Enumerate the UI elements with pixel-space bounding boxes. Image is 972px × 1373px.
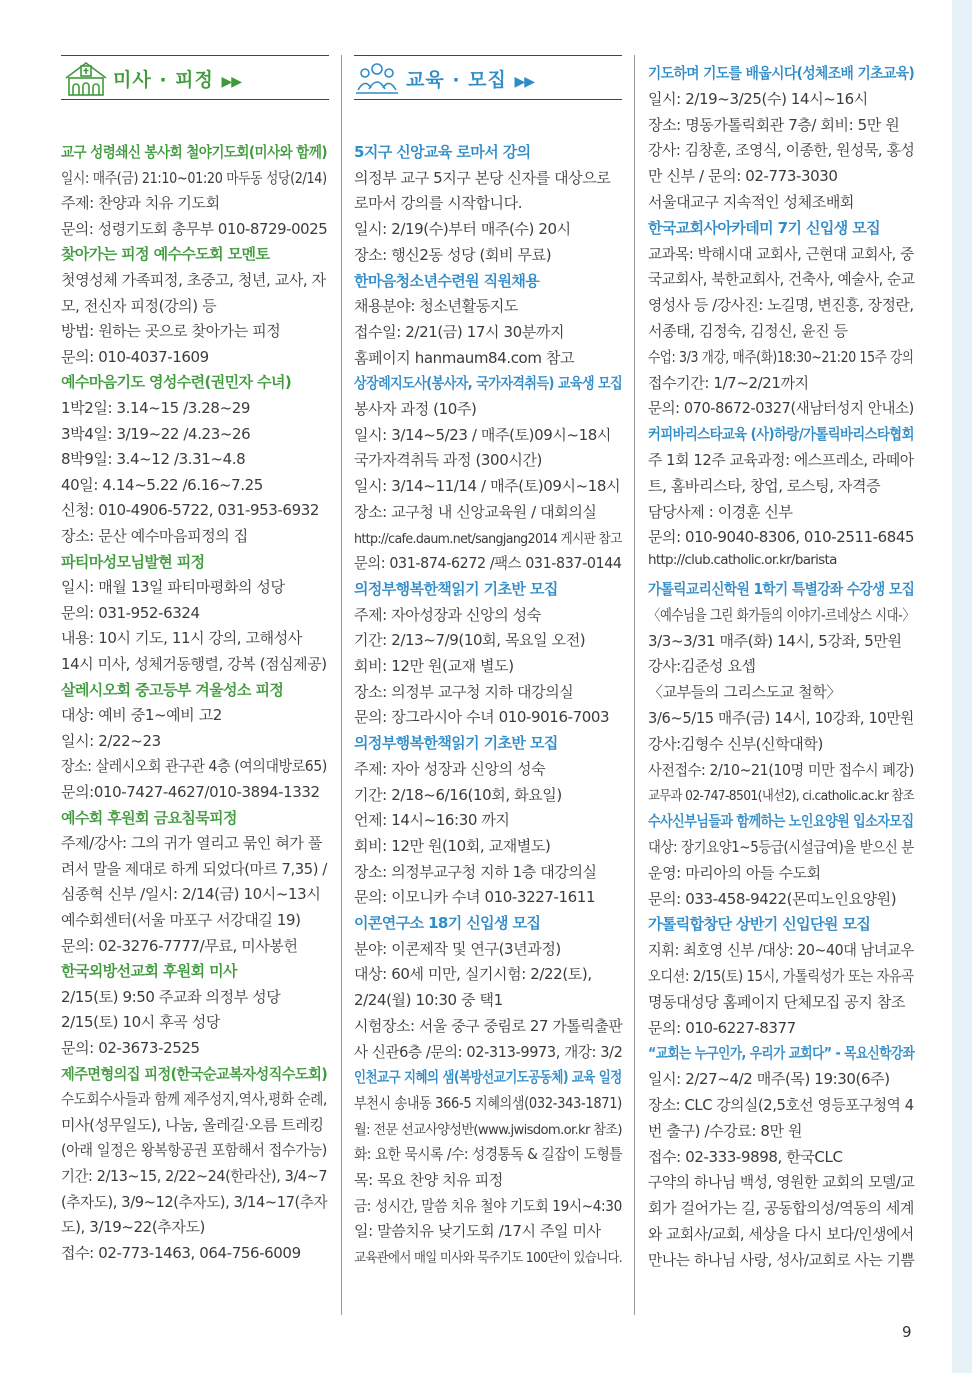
item-line: 국교회사, 북한교회사, 건축사, 예술사, 순교 bbox=[648, 270, 915, 288]
item-line: (추자도), 3/9~12(추자도), 3/14~17(추자 bbox=[61, 1193, 328, 1211]
item-title: 기도하며 기도를 배웁시다(성체조배 기초교육) bbox=[648, 64, 915, 82]
item-line: 일: 말씀치유 낮기도회 /17시 주일 미사 bbox=[354, 1222, 601, 1240]
item-line: 첫영성체 가족피정, 초중고, 청년, 교사, 자 bbox=[61, 271, 326, 289]
item-line: 2/15(토) 9:50 주교좌 의정부 성당 bbox=[61, 988, 281, 1006]
item-line: 금: 성시간, 말씀 치유 철야 기도회 19시~4:30 bbox=[354, 1197, 622, 1215]
item-line: 문의: 장그라시아 수녀 010-9016-7003 bbox=[354, 708, 610, 726]
item-line: 주제: 자아 성장과 신앙의 성숙 bbox=[354, 760, 546, 778]
item-line: 일시: 매주(금) 21:10~01:20 마두동 성당(2/14) bbox=[61, 169, 327, 187]
church-icon bbox=[63, 59, 109, 97]
section-title-education: 교육 · 모집 bbox=[406, 69, 507, 91]
item-line: 국가자격취득 과정 (300시간) bbox=[354, 451, 542, 469]
item-title: 파티마성모님발현 피정 bbox=[61, 553, 205, 571]
item-line: 문의: 이모니카 수녀 010-3227-1611 bbox=[354, 888, 596, 906]
item-line: 일시: 3/14~5/23 / 매주(토)09시~18시 bbox=[354, 426, 612, 444]
item-line: 주제: 자아성장과 신앙의 성숙 bbox=[354, 606, 541, 624]
item-line: 강사:김준성 요셉 bbox=[648, 657, 756, 675]
item-title: 교구 성령쇄신 봉사회 철야기도회(미사와 함께) bbox=[61, 143, 328, 161]
item-line: 화: 요한 묵시록 /수: 성경통독 & 길잡이 도형틀 bbox=[354, 1145, 623, 1163]
item-line: 문의: 010-6227-8377 bbox=[648, 1019, 796, 1037]
item-line: 주제: 찬양과 치유 기도회 bbox=[61, 194, 220, 212]
item-line: 운영: 마리아의 아들 수도회 bbox=[648, 864, 821, 882]
item-title: 한국외방선교회 후원회 미사 bbox=[61, 962, 237, 980]
item-line: 수도회수사들과 함께 제주성지,역사,평화 순례, bbox=[61, 1090, 327, 1108]
item-title: 예수마음기도 영성수련(권민자 수녀) bbox=[61, 373, 292, 391]
item-title: 의정부행복한책읽기 기초반 모집 bbox=[354, 734, 558, 752]
item-line: 미사(성무일도), 나눔, 올레길·오름 트레킹 bbox=[61, 1116, 324, 1134]
item-line: 트, 홈바리스타, 창업, 로스팅, 자격증 bbox=[648, 477, 881, 495]
item-title: 한국교회사아카데미 7기 신입생 모집 bbox=[648, 219, 881, 237]
item-line: 기간: 2/13~7/9(10회, 목요일 오전) bbox=[354, 631, 586, 649]
item-line: 회비: 12만 원(10회, 교재별도) bbox=[354, 837, 551, 855]
item-line: 문의: 070-8672-0327(새남터성지 안내소) bbox=[648, 399, 914, 417]
item-title: 가톨릭합창단 상반기 신입단원 모집 bbox=[648, 915, 871, 933]
item-line: 일시: 2/19(수)부터 매주(수) 20시 bbox=[354, 220, 571, 238]
item-line: 문의: 010-4037-1609 bbox=[61, 348, 209, 366]
item-title: 커피바리스타교육 (사)하랑/가톨릭바리스타협회 bbox=[648, 425, 914, 443]
item-line: 3/3~3/31 매주(화) 14시, 5강좌, 5만원 bbox=[648, 632, 902, 650]
item-line: 만나는 하나님 사랑, 성사/교회로 사는 기쁨 bbox=[648, 1251, 915, 1269]
item-line: 〈교부들의 그리스도교 철학〉 bbox=[648, 683, 841, 701]
item-line: 도), 3/19~22(추자도) bbox=[61, 1218, 205, 1236]
item-line: 예수회센터(서울 마포구 서강대길 19) bbox=[61, 911, 301, 929]
item-line: 문의: 성령기도회 총무부 010-8729-0025 bbox=[61, 220, 328, 238]
item-line: 봉사자 과정 (10주) bbox=[354, 400, 477, 418]
item-line: 영성사 등 /강사진: 노길명, 변진흥, 장정란, bbox=[648, 296, 914, 314]
item-line: 40일: 4.14~5.22 /6.16~7.25 bbox=[61, 476, 263, 494]
item-line: 명동대성당 홈페이지 단체모집 공지 참조 bbox=[648, 993, 906, 1011]
item-line: 홈페이지 hanmaum84.com 참고 bbox=[354, 349, 575, 367]
item-line: 부천시 송내동 366-5 지혜의샘(032-343-1871) bbox=[354, 1094, 622, 1112]
item-line: 채용분야: 청소년활동지도 bbox=[354, 297, 519, 315]
item-line: 주 1회 12주 교육과정: 에스프레소, 라떼아 bbox=[648, 451, 914, 469]
item-line: 회가 걸어가는 길, 공동합의성/역동의 세계 bbox=[648, 1199, 915, 1217]
item-line: 문의: 010-9040-8306, 010-2511-6845 bbox=[648, 528, 915, 546]
item-line: 사전접수: 2/10~21(10명 미만 접수시 폐강) bbox=[648, 761, 914, 779]
item-line: (아래 일정은 왕복항공권 포함해서 접수가능) bbox=[61, 1141, 327, 1159]
item-line: 장소: CLC 강의실(2,5호선 영등포구청역 4 bbox=[648, 1096, 914, 1114]
item-line: 장소: 행신2동 성당 (회비 무료) bbox=[354, 246, 552, 264]
item-line: 모, 전신자 피정(강의) 등 bbox=[61, 297, 217, 315]
item-line: 내용: 10시 기도, 11시 강의, 고해성사 bbox=[61, 629, 302, 647]
item-line: 번 출구) /수강료: 8만 원 bbox=[648, 1122, 803, 1140]
item-line: 문의: 031-874-6272 /팩스 031-837-0144 bbox=[354, 554, 622, 572]
item-title: 5지구 신앙교육 로마서 강의 bbox=[354, 143, 531, 161]
item-line: 로마서 강의를 시작합니다. bbox=[354, 194, 523, 212]
item-line: 월: 전문 선교사양성반(www.jwisdom.or.kr 참조) bbox=[354, 1122, 622, 1138]
item-line: 서울대교구 지속적인 성체조배회 bbox=[648, 193, 854, 211]
item-line: 문의: 02-3673-2525 bbox=[61, 1039, 200, 1057]
item-title: 인천교구 지혜의 샘(복방선교기도공동체) 교육 일정 bbox=[354, 1068, 622, 1086]
item-title: 상장례지도사(봉사자, 국가자격취득) 교육생 모집 bbox=[354, 374, 623, 392]
item-title: 이콘연구소 18기 신입생 모집 bbox=[354, 914, 541, 932]
item-line: 일시: 2/19~3/25(수) 14시~16시 bbox=[648, 90, 868, 108]
item-line: 장소: 의정부교구청 지하 1층 대강의실 bbox=[354, 863, 597, 881]
item-line: 3/6~5/15 매주(금) 14시, 10강좌, 10만원 bbox=[648, 709, 914, 727]
arrow-icon: ▶▶ bbox=[221, 74, 242, 90]
item-line: 일시: 2/27~4/2 매주(목) 19:30(6주) bbox=[648, 1070, 890, 1088]
item-line: 회비: 12만 원(교재 별도) bbox=[354, 657, 514, 675]
item-line: 2/15(토) 10시 후곡 성당 bbox=[61, 1013, 220, 1031]
item-line: 심종혁 신부 /일시: 2/14(금) 10시~13시 bbox=[61, 885, 321, 903]
item-line: 장소: 살레시오회 관구관 4층 (여의대방로65) bbox=[61, 757, 327, 775]
item-title: 한마음청소년수련원 직원채용 bbox=[354, 272, 540, 290]
item-line: 서종태, 김정숙, 김정신, 윤진 등 bbox=[648, 322, 848, 340]
item-line: 지휘: 최호영 신부 /대상: 20~40대 남녀교우 bbox=[648, 941, 914, 959]
item-line: 문의: 031-952-6324 bbox=[61, 604, 200, 622]
item-line: 강사: 김창훈, 조영식, 이종한, 원성묵, 홍성 bbox=[648, 141, 915, 159]
item-line: 려서 말을 제대로 하게 되었다(마르 7,35) / bbox=[61, 860, 327, 878]
item-line: http://club.catholic.or.kr/barista bbox=[648, 552, 837, 568]
item-line: 일시: 매월 13일 파티마평화의 성당 bbox=[61, 578, 285, 596]
item-line: 문의:010-7427-4627/010-3894-1332 bbox=[61, 783, 320, 801]
item-title: 가톨릭교리신학원 1학기 특별강좌 수강생 모집 bbox=[648, 580, 915, 598]
page-number: 9 bbox=[902, 1323, 912, 1341]
section-header-education bbox=[354, 55, 622, 99]
item-line: 분야: 이콘제작 및 연구(3년과정) bbox=[354, 940, 561, 958]
item-line: 접수일: 2/21(금) 17시 30분까지 bbox=[354, 323, 565, 341]
item-line: 만 신부 / 문의: 02-773-3030 bbox=[648, 167, 838, 185]
item-line: 와 교회사/교회, 세상을 다시 보다/인생에서 bbox=[648, 1225, 914, 1243]
item-line: 일시: 2/22~23 bbox=[61, 732, 161, 750]
item-title: 수사신부님들과 함께하는 노인요양원 입소자모집 bbox=[648, 812, 914, 830]
item-line: 접수: 02-773-1463, 064-756-6009 bbox=[61, 1244, 301, 1262]
group-people-icon bbox=[354, 59, 400, 97]
item-title: 찾아가는 피정 예수수도회 모멘토 bbox=[61, 245, 270, 263]
item-line: 오디션: 2/15(토) 15시, 가톨릭성가 또는 자유곡 bbox=[648, 967, 914, 985]
item-line: 8박9일: 3.4~12 /3.31~4.8 bbox=[61, 450, 246, 468]
item-title: 의정부행복한책읽기 기초반 모집 bbox=[354, 580, 558, 598]
section-title-retreats: 미사 · 피정 bbox=[113, 69, 214, 91]
item-line: 문의: 02-3276-7777/무료, 미사봉헌 bbox=[61, 937, 298, 955]
item-line: 목: 목요 찬양 치유 피정 bbox=[354, 1171, 503, 1189]
item-line: 접수기간: 1/7~2/21까지 bbox=[648, 374, 809, 392]
item-line: 교무과 02-747-8501(내선2), ci.catholic.ac.kr 참조 bbox=[648, 788, 915, 804]
item-title: 예수회 후원회 금요침묵피정 bbox=[61, 809, 237, 827]
item-title: 제주면형의집 피정(한국순교복자성직수도회) bbox=[61, 1065, 328, 1083]
item-line: 장소: 명동가톨릭회관 7층/ 회비: 5만 원 bbox=[648, 116, 900, 134]
item-line: 장소: 교구청 내 신앙교육원 / 대회의실 bbox=[354, 503, 597, 521]
item-line: 3박4일: 3/19~22 /4.23~26 bbox=[61, 425, 251, 443]
arrow-icon: ▶▶ bbox=[514, 74, 535, 90]
item-line: 14시 미사, 성체거동행렬, 강복 (점심제공) bbox=[61, 655, 327, 673]
item-line: 신청: 010-4906-5722, 031-953-6932 bbox=[61, 501, 320, 519]
item-line: 담당사제 : 이경훈 신부 bbox=[648, 503, 793, 521]
item-line: 대상: 60세 미만, 실기시험: 2/22(토), bbox=[354, 965, 592, 983]
item-line: 방법: 원하는 곳으로 찾아가는 피정 bbox=[61, 322, 281, 340]
item-line: http://cafe.daum.net/sangjang2014 게시판 참고 bbox=[354, 531, 622, 547]
column-divider-2 bbox=[634, 55, 635, 1315]
item-line: 교육관에서 매일 미사와 묵주기도 100단이 있습니다. bbox=[354, 1250, 623, 1266]
item-line: 의정부 교구 5지구 본당 신자를 대상으로 bbox=[354, 169, 611, 187]
item-line: 사 신관6층 /문의: 02-313-9973, 개강: 3/2 bbox=[354, 1043, 623, 1061]
item-line: 2/24(월) 10:30 중 택1 bbox=[354, 991, 503, 1009]
item-line: 장소: 문산 예수마음피정의 집 bbox=[61, 527, 248, 545]
item-line: 교과목: 박해시대 교회사, 근현대 교회사, 중 bbox=[648, 245, 914, 263]
item-line: 대상: 예비 중1~예비 고2 bbox=[61, 706, 222, 724]
item-line: 기간: 2/13~15, 2/22~24(한라산), 3/4~7 bbox=[61, 1167, 328, 1185]
item-line: 1박2일: 3.14~15 /3.28~29 bbox=[61, 399, 251, 417]
item-line: 문의: 033-458-9422(몬띠노인요양원) bbox=[648, 890, 897, 908]
item-line: 접수: 02-333-9898, 한국CLC bbox=[648, 1148, 843, 1166]
item-line: 대상: 장기요양1~5등급(시설급여)을 받으신 분 bbox=[648, 838, 914, 856]
section-header-retreats bbox=[61, 55, 329, 99]
item-line: 언제: 14시~16:30 까지 bbox=[354, 811, 510, 829]
item-line: 〈예수님을 그린 화가들의 이야기-르네상스 시대-〉 bbox=[648, 606, 915, 624]
item-title: 살레시오회 중고등부 겨울성소 피정 bbox=[61, 681, 284, 699]
item-line: 장소: 의정부 교구청 지하 대강의실 bbox=[354, 683, 574, 701]
item-line: 시험장소: 서울 중구 중림로 27 가톨릭출판 bbox=[354, 1017, 623, 1035]
column-divider-1 bbox=[341, 55, 342, 1315]
item-line: 기간: 2/18~6/16(10회, 화요일) bbox=[354, 786, 562, 804]
item-line: 일시: 3/14~11/14 / 매주(토)09시~18시 bbox=[354, 477, 621, 495]
item-line: 수업: 3/3 개강, 매주(화)18:30~21:20 15주 강의 bbox=[648, 348, 914, 366]
item-line: 강사:김형수 신부(신학대학) bbox=[648, 735, 823, 753]
item-line: 주제/강사: 그의 귀가 열리고 묶인 혀가 풀 bbox=[61, 834, 322, 852]
item-title: “교회는 누구인가, 우리가 교회다” - 목요신학강좌 bbox=[648, 1044, 915, 1062]
page-edge-band bbox=[952, 0, 972, 1373]
item-line: 구약의 하나님 백성, 영원한 교회의 모델/교 bbox=[648, 1173, 915, 1191]
